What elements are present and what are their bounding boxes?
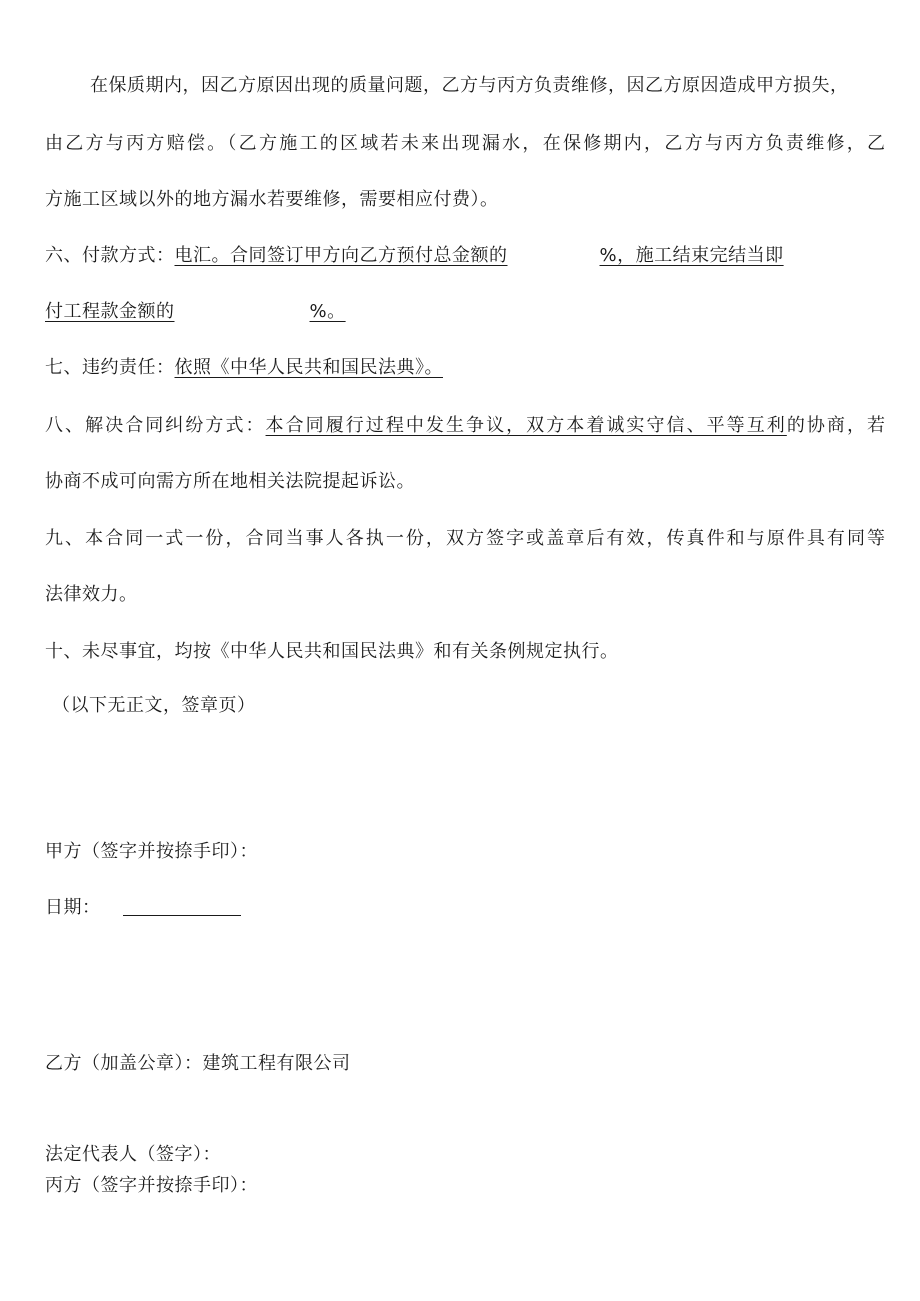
warranty-line-1	[90, 74, 849, 98]
payment-text-c: 付工程款金额的	[45, 301, 175, 322]
dispute-text-2: 协商不成可向需方所在地相关法院提起诉讼。	[45, 471, 415, 492]
dispute-label: 八、解决合同纠纷方式：	[45, 415, 266, 436]
end-note-text: （以下无正文，签章页）	[52, 695, 256, 716]
dispute-text-underlined: 本合同履行过程中发生争议，双方本着诚实守信、平等互利	[265, 415, 787, 436]
party-c-label: 丙方（签字并按捺手印）：	[45, 1175, 258, 1196]
payment-blank-2	[175, 300, 310, 324]
end-note	[52, 694, 256, 718]
party-a-signature	[45, 840, 258, 864]
liability-text: 依照《中华人民共和国民法典》。	[174, 357, 443, 378]
dispute-text-rest: 的协商，若	[786, 415, 886, 436]
payment-text-a: 电汇。合同签订甲方向乙方预付总金额的	[174, 245, 508, 266]
dispute-clause-cont	[45, 470, 415, 494]
payment-terms-underlined	[175, 245, 784, 266]
warranty-line-2	[45, 132, 885, 156]
date-label: 日期：	[45, 897, 101, 918]
payment-text-d: %。	[309, 301, 346, 322]
payment-text-b: %，施工结束完结当即	[599, 245, 784, 266]
misc-clause	[45, 640, 619, 664]
warranty-line-3	[45, 188, 499, 212]
payment-terms-underlined-2	[45, 301, 346, 322]
payment-clause	[45, 244, 784, 268]
party-b-signature	[45, 1052, 351, 1076]
party-b-label: 乙方（加盖公章）：建筑工程有限公司	[45, 1053, 351, 1074]
party-c-signature	[45, 1174, 258, 1198]
legal-rep-signature	[45, 1143, 221, 1167]
liability-label: 七、违约责任：	[45, 357, 175, 378]
copies-clause	[45, 527, 885, 551]
liability-clause	[45, 356, 443, 380]
payment-label: 六、付款方式：	[45, 245, 175, 266]
payment-blank-1	[508, 244, 600, 268]
date-blank-line	[123, 897, 241, 916]
legal-rep-label: 法定代表人（签字）：	[45, 1144, 221, 1165]
copies-clause-cont	[45, 583, 138, 607]
party-a-label: 甲方（签字并按捺手印）：	[45, 841, 258, 862]
dispute-clause	[45, 414, 885, 438]
payment-clause-cont	[45, 300, 346, 324]
warranty-text-1: 在保质期内，因乙方原因出现的质量问题，乙方与丙方负责维修，因乙方原因造成甲方损失，	[90, 75, 849, 96]
warranty-text-2: 由乙方与丙方赔偿。（乙方施工的区域若未来出现漏水，在保修期内，乙方与丙方负责维修，乙	[45, 133, 885, 154]
misc-text: 十、未尽事宜，均按《中华人民共和国民法典》和有关条例规定执行。	[45, 641, 619, 662]
date-row	[45, 896, 241, 920]
copies-text-1: 九、本合同一式一份，合同当事人各执一份，双方签字或盖章后有效，传真件和与原件具有同等	[45, 528, 885, 549]
warranty-text-3: 方施工区域以外的地方漏水若要维修，需要相应付费）。	[45, 189, 499, 210]
copies-text-2: 法律效力。	[45, 584, 138, 605]
